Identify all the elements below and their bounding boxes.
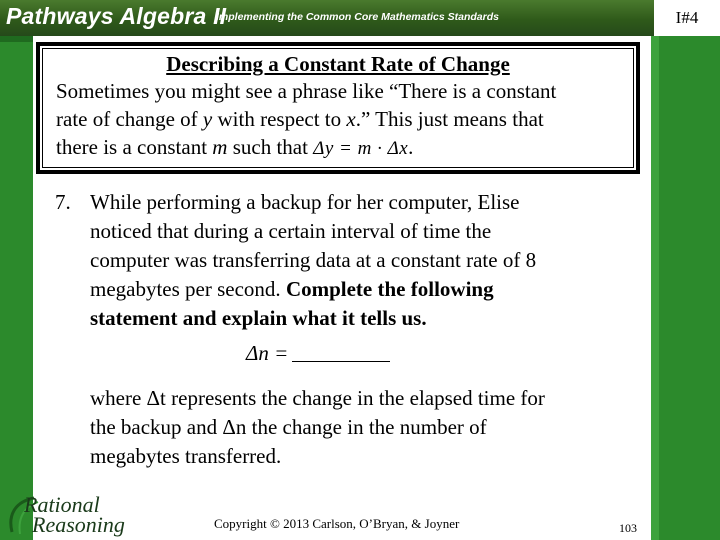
right-side-bar [651,36,720,540]
right-side-bar-accent [651,36,659,540]
problem-number: 7. [55,190,71,214]
definition-text: rate of change of [56,107,203,131]
answer-equation [246,341,390,366]
logo-text-rational: Rational [24,492,100,517]
problem-instruction-line-2: statement and explain what it tells us. [90,306,427,330]
problem-line-4 [90,277,494,302]
variable-y: y [202,107,213,131]
left-side-bar-accent [0,36,33,42]
problem-line-1: While performing a backup for her computer, Elise [90,190,520,214]
definition-line-2 [56,107,544,132]
rate-equation: Δy = m · Δx [313,138,409,159]
definition-title: Describing a Constant Rate of Change [166,52,510,76]
definition-text: .” This just means that [355,107,544,131]
definition-line-3 [56,135,413,160]
problem-instruction: Complete the following [285,277,494,301]
header-bar [0,0,720,36]
definition-line-1: Sometimes you might see a phrase like “There is a constant [56,79,557,103]
problem-line-2: noticed that during a certain interval of time the [90,219,492,243]
variable-m: m [212,135,228,159]
equation-lhs: Δn = [246,341,289,365]
definition-text: there is a constant [56,135,213,159]
logo-text-reasoning: Reasoning [32,512,125,537]
definition-text: such that [227,135,314,159]
course-title: Pathways Algebra II [6,3,227,29]
where-line-3: megabytes transferred. [90,444,282,468]
definition-text: with respect to [212,107,347,131]
variable-x: x [346,107,356,131]
copyright-text: Copyright © 2013 Carlson, O’Bryan, & Joyner [214,516,460,531]
definition-box [36,42,640,174]
where-line-2: the backup and Δn the change in the number of [90,415,487,439]
slide-id: I#4 [654,0,720,36]
rational-reasoning-logo [2,488,132,538]
where-line-1: where Δt represents the change in the elapsed time for [90,386,545,410]
problem-text: megabytes per second. [90,277,281,301]
course-subtitle: Implementing the Common Core Mathematics Standards [216,11,499,23]
definition-period: . [408,135,414,159]
left-side-bar [0,36,33,540]
problem-line-3: computer was transferring data at a constant rate of 8 [90,248,537,272]
answer-blank[interactable] [292,343,390,362]
page-number: 103 [619,521,637,535]
